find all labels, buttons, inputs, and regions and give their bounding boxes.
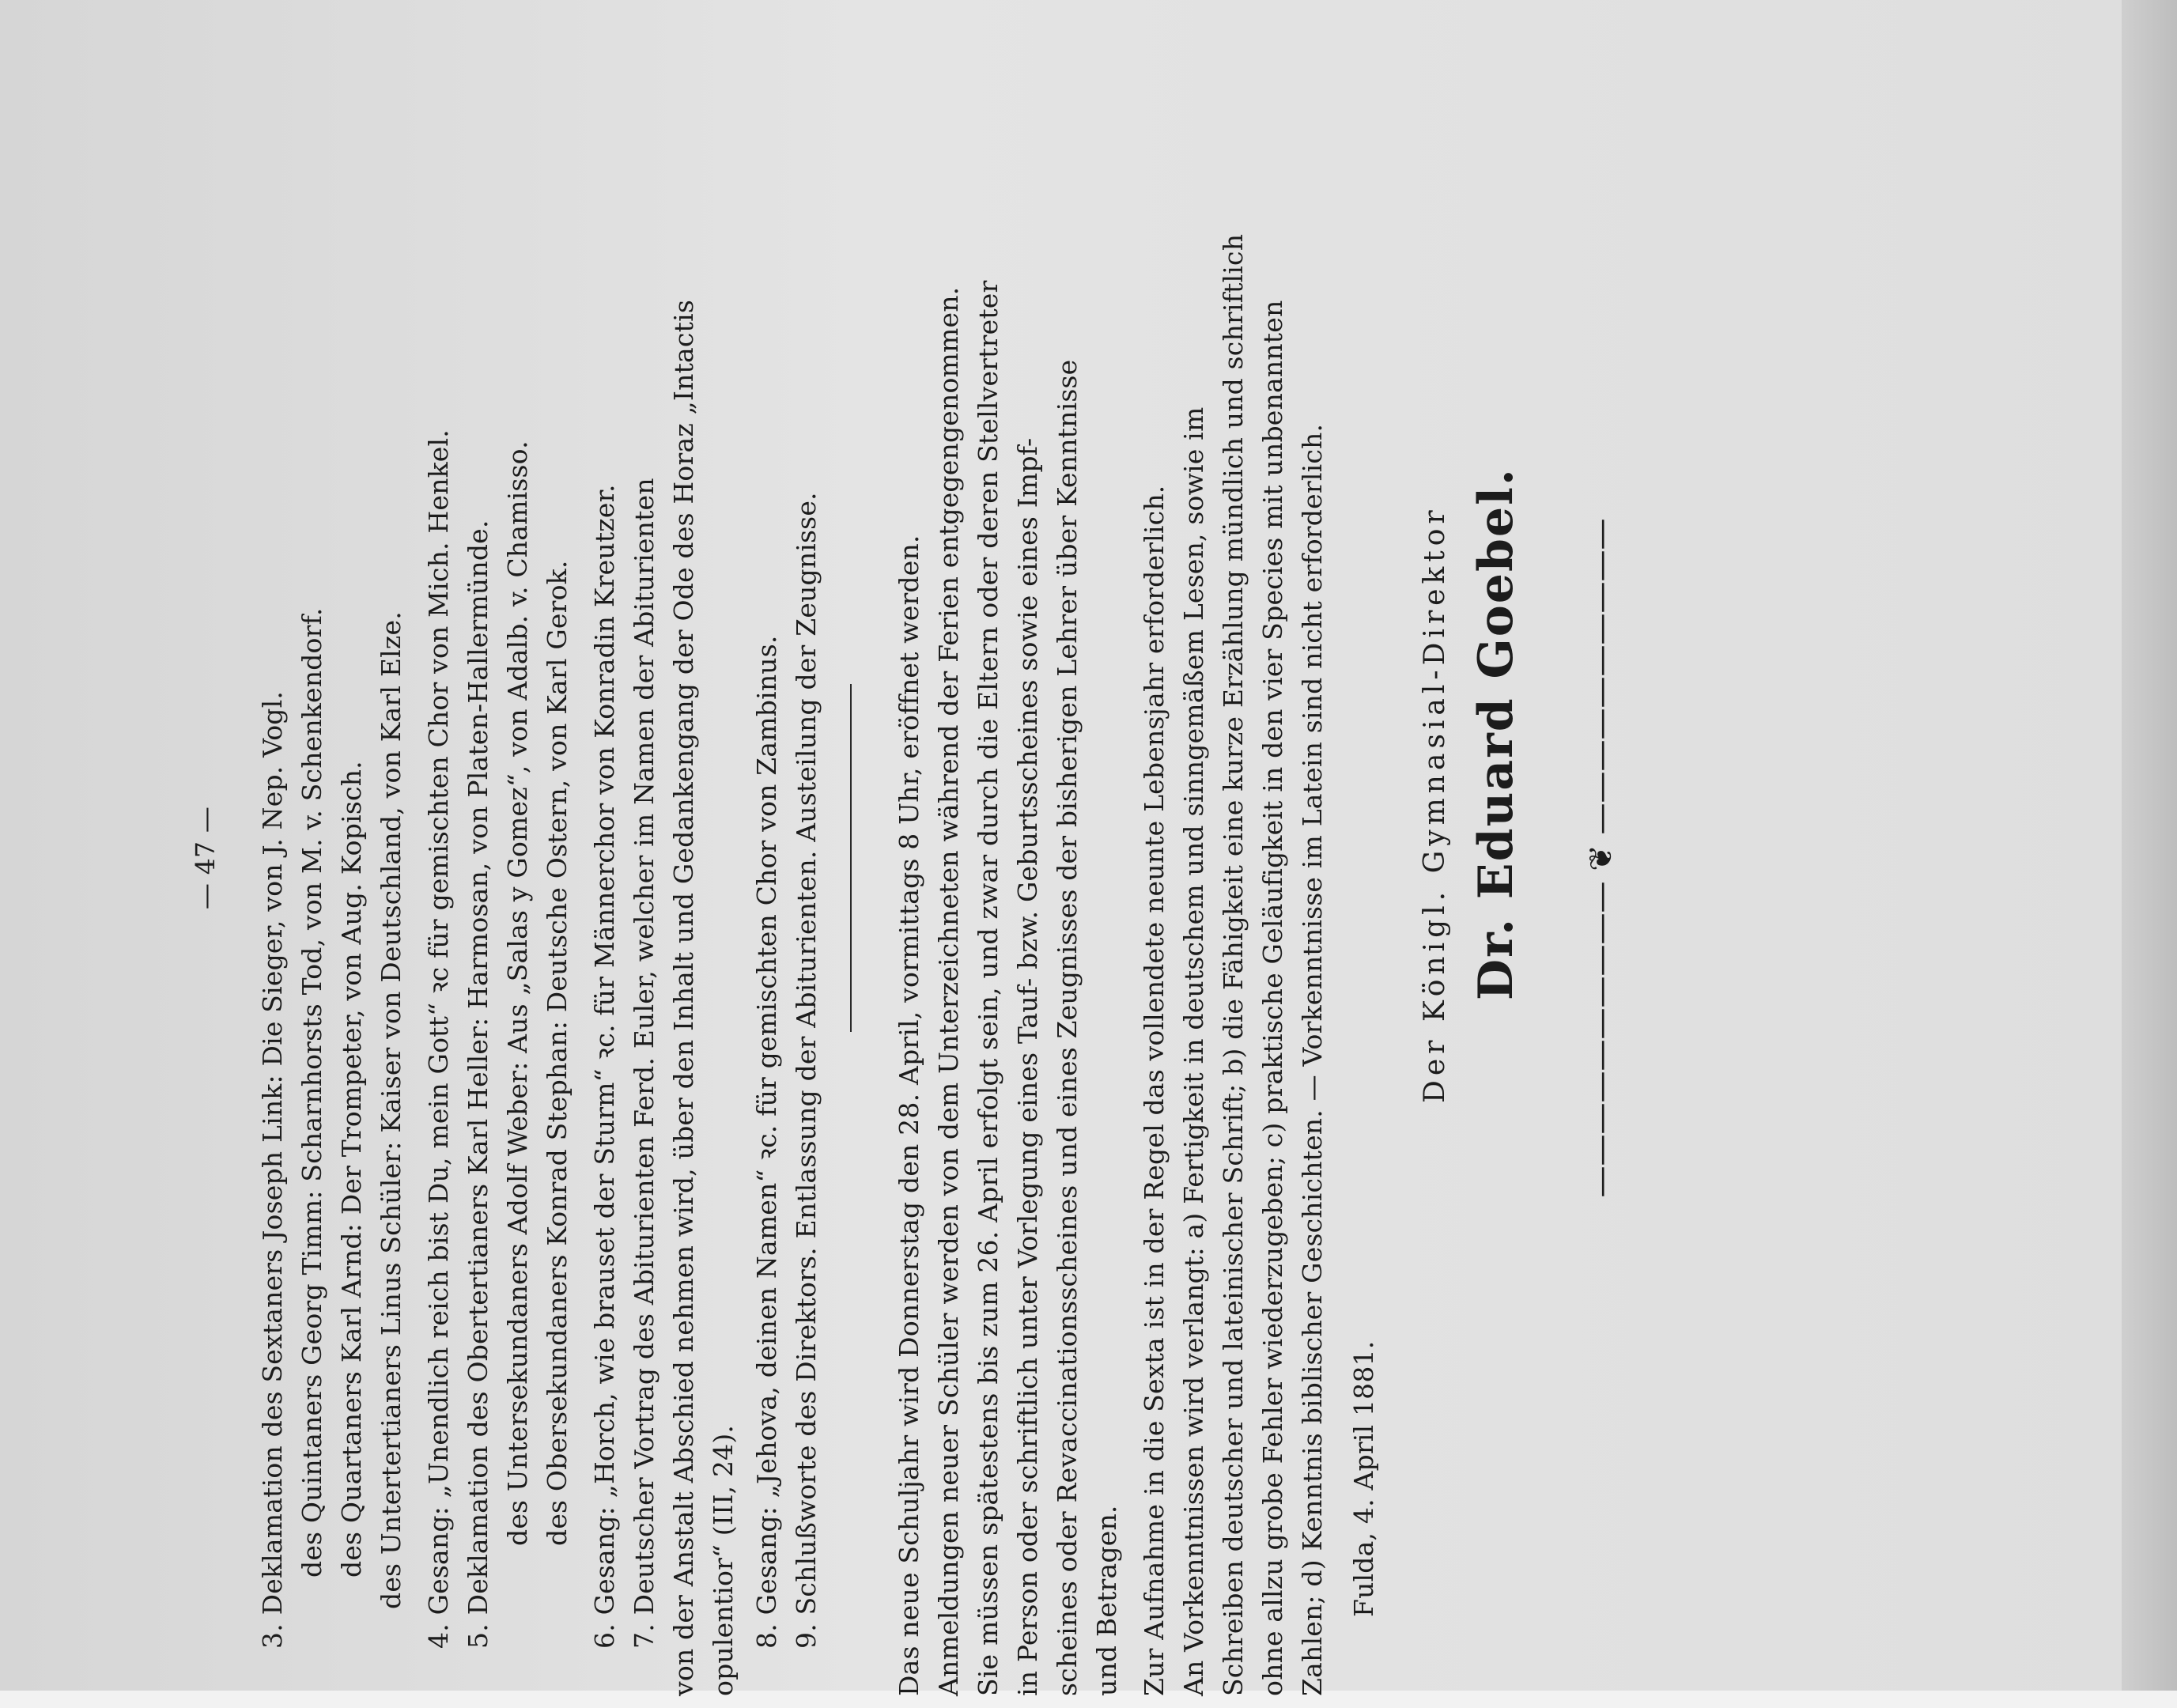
paragraph1-line-2: Anmeldungen neuer Schüler werden von dem Unterzeichneten während der Ferien entgegengenommen. <box>933 286 964 1696</box>
paragraph1-line-5: scheines oder Revaccinationsscheines und eines Zeugnisses der bisherigen Lehrer über Kenntnisse <box>1052 359 1083 1696</box>
program-line-14: 9. Schlußworte des Direktors. Entlassung der Abiturienten. Austeilung der Zeugnisse. <box>791 492 822 1649</box>
paragraph1-line-3: Sie müssen spätestens bis zum 26. April erfolgt sein, und zwar durch die Eltern oder deren Stellvertreter <box>973 280 1003 1696</box>
program-line-3: des Quartaners Karl Arnd: Der Trompeter, von Aug. Kopisch. <box>336 761 367 1578</box>
program-line-4: des Untertertianers Linus Schüler: Kaiser von Deutschland, von Karl Elze. <box>376 611 406 1609</box>
program-line-13: 8. Gesang: „Jehova, deinen Namen“ ꝛc. für gemischten Chor von Zambinus. <box>751 635 782 1649</box>
paragraph2-line-5: Zahlen; d) Kenntnis biblischer Geschichten. — Vorkenntnisse im Latein sind nicht erforderlich. <box>1297 423 1328 1696</box>
place-date: Fulda, 4. April 1881. <box>1348 1340 1379 1617</box>
signature-title: Der Königl. Gymnasial-Direktor <box>1419 505 1451 1103</box>
program-line-7: des Untersekundaners Adolf Weber: Aus „Salas y Gomez“, von Adalb. v. Chamisso. <box>502 440 533 1546</box>
program-line-12: opulentior“ (III, 24). <box>708 1424 739 1696</box>
closing-ornament: —————————— ❦ —————————— <box>1583 518 1620 1198</box>
page-bottom-edge <box>0 1691 2177 1708</box>
rotated-text-block <box>190 67 1637 1696</box>
program-line-1: 3. Deklamation des Sextaners Joseph Link: Die Sieger, von J. Nep. Vogl. <box>257 690 288 1649</box>
book-spine-shadow <box>2122 0 2177 1708</box>
paragraph2-line-3: Schreiben deutscher und lateinischer Schrift; b) die Fähigkeit eine kurze Erzählung mündlich und schriftlich <box>1218 233 1249 1696</box>
program-line-11: von der Anstalt Abschied nehmen wird, über den Inhalt und Gedankengang der Ode des Horaz „Intactis <box>668 300 699 1696</box>
section-divider <box>850 684 852 1032</box>
program-line-6: 5. Deklamation des Obertertianers Karl Heller: Harmosan, von Platen-Hallermünde. <box>463 520 493 1649</box>
paragraph1-line-6: und Betragen. <box>1091 1505 1122 1696</box>
program-line-10: 7. Deutscher Vortrag des Abiturienten Ferd. Euler, welcher im Namen der Abiturienten <box>629 478 660 1649</box>
paragraph1-line-1: Das neue Schuljahr wird Donnerstag den 28. April, vormittags 8 Uhr, eröffnet werden. <box>894 535 924 1696</box>
program-line-8: des Obersekundaners Konrad Stephan: Deutsche Ostern, von Karl Gerok. <box>542 560 573 1546</box>
paragraph1-line-4: in Person oder schriftlich unter Vorlegung eines Tauf- bzw. Geburtsscheines sowie eines Impf- <box>1012 437 1043 1696</box>
page-number: — 47 — <box>190 806 221 910</box>
program-line-2: des Quintaners Georg Timm: Scharnhorsts Tod, von M. v. Schenkendorf. <box>297 607 327 1578</box>
paragraph2-line-2: An Vorkenntnissen wird verlangt: a) Fertigkeit in deutschem und sinngemäßem Lesen, sowie im <box>1178 406 1209 1696</box>
paragraph2-line-1: Zur Aufnahme in die Sexta ist in der Regel das vollendete neunte Lebensjahr erforderlich. <box>1139 485 1170 1696</box>
program-line-5: 4. Gesang: „Unendlich reich bist Du, mein Gott“ ꝛc für gemischten Chor von Mich. Henkel. <box>423 429 454 1649</box>
program-line-9: 6. Gesang: „Horch, wie brauset der Sturm“ ꝛc. für Männerchor von Konradin Kreutzer. <box>589 484 620 1649</box>
signature-name: Dr. Eduard Goebel. <box>1468 467 1524 1000</box>
paragraph2-line-4: ohne allzu grobe Fehler wiederzugeben; c) praktische Geläufigkeit in den vier Species mit unbenannten <box>1257 300 1288 1696</box>
